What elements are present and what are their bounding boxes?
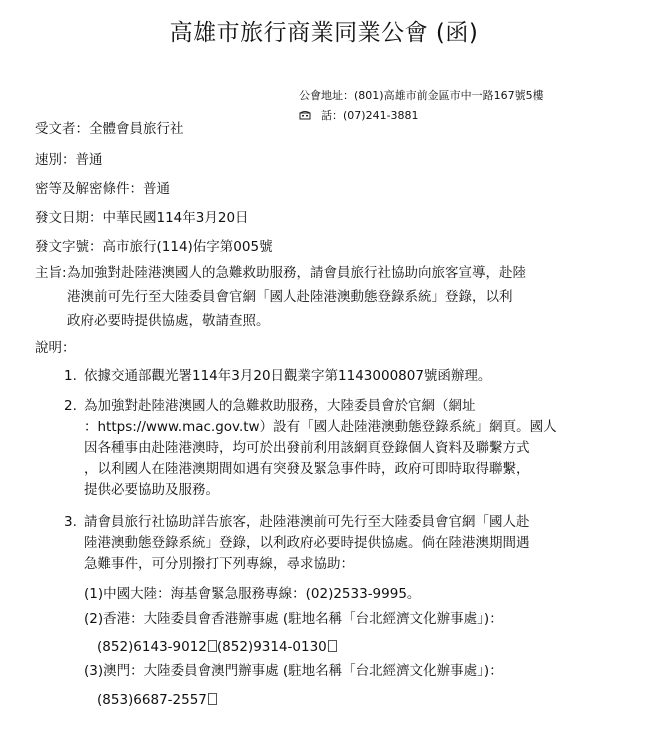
contact-hongkong: (2)香港：大陸委員會香港辦事處 (駐地名稱「台北經濟文化辦事處」)： xyxy=(84,611,503,627)
contact-hongkong-phones xyxy=(97,636,337,658)
item-text xyxy=(84,366,614,387)
contact-macau: (3)澳門：大陸委員會澳門辦事處 (駐地名稱「台北經濟文化辦事處」)： xyxy=(84,663,503,679)
hongkong-phone-1: (852)6143-9012 xyxy=(97,639,207,655)
item-number: 2. xyxy=(64,398,77,414)
macau-phone: (853)6687-2557 xyxy=(97,692,207,708)
sender-phone: 話：(07)241-3881 xyxy=(321,109,419,122)
item-line: 請會員旅行社協助詳告旅客，赴陸港澳前可先行至大陸委員會官網「國人赴 xyxy=(84,514,530,530)
subject-line: 政府必要時提供協處，敬請查照。 xyxy=(67,313,270,329)
doc-number-field: 發文字號：高市旅行(114)佑字第005號 xyxy=(35,239,273,255)
letter-title: 高雄市旅行商業同業公會 (函) xyxy=(169,20,479,46)
item-text xyxy=(84,396,614,501)
item-text xyxy=(84,512,614,575)
item-line: ，以利國人在陸港澳期間如遇有突發及緊急事件時，政府可即時取得聯繫， xyxy=(84,461,530,477)
subject-line: 港澳前可先行至大陸委員會官網「國人赴陸港澳動態登錄系統」登錄，以利 xyxy=(67,289,513,305)
item-number: 3. xyxy=(64,514,77,530)
recipient-field: 受文者：全體會員旅行社 xyxy=(35,121,184,137)
item-line: ：https://www.mac.gov.tw）設有「國人赴陸港澳動態登錄系統」網頁。國人 xyxy=(84,419,557,435)
item-line: 因各種事由赴陸港澳時，均可於出發前利用該網頁登錄個人資料及聯繫方式 xyxy=(84,440,530,456)
missing-glyph-box xyxy=(208,693,217,705)
explanation-label: 說明： xyxy=(35,340,76,356)
item-line: 為加強對赴陸港澳國人的急難救助服務，大陸委員會於官網（網址 xyxy=(84,398,476,414)
sender-phone-row xyxy=(299,109,419,123)
item-line: 陸港澳動態登錄系統」登錄，以利政府必要時提供協處。倘在陸港澳期間遇 xyxy=(84,535,530,551)
sender-address: 公會地址：(801)高雄市前金區市中一路167號5樓 xyxy=(299,89,544,102)
missing-glyph-box xyxy=(328,640,337,652)
contact-macau-phone-row xyxy=(97,689,217,711)
subject-label: 主旨: xyxy=(35,265,67,281)
hongkong-phone-2: (852)9314-0130 xyxy=(216,639,327,655)
item-number: 1. xyxy=(64,368,77,384)
missing-glyph-box xyxy=(208,640,217,652)
subject-line: 為加強對赴陸港澳國人的急難救助服務，請會員旅行社協助向旅客宣導，赴陸 xyxy=(67,265,526,281)
subject-text xyxy=(67,261,615,333)
speed-field: 速別：普通 xyxy=(35,152,103,168)
secrecy-field: 密等及解密條件：普通 xyxy=(35,181,170,197)
date-field: 發文日期：中華民國114年3月20日 xyxy=(35,210,249,226)
telephone-icon xyxy=(299,110,311,120)
contact-china: (1)中國大陸：海基會緊急服務專線：(02)2533-9995。 xyxy=(84,586,421,602)
item-line: 提供必要協助及服務。 xyxy=(84,482,219,498)
item-line: 急難事件，可分別撥打下列專線，尋求協助： xyxy=(84,556,354,572)
item-line: 依據交通部觀光署114年3月20日觀業字第1143000807號函辦理。 xyxy=(84,368,492,384)
